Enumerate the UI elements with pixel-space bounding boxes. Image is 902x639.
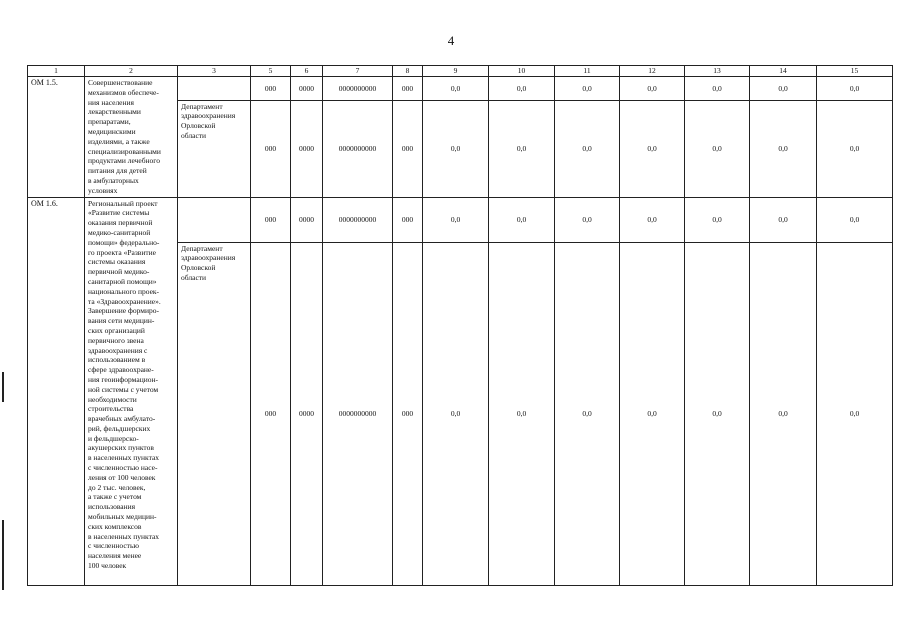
value-cell: 0000 bbox=[291, 242, 323, 585]
description-line: ния населения bbox=[88, 97, 134, 107]
value-cell: 000 bbox=[251, 100, 291, 197]
value-cell: 0,0 bbox=[555, 77, 620, 101]
description-line: медико-санитарной bbox=[88, 227, 151, 237]
executor-cell bbox=[178, 100, 251, 197]
header-cell: 12 bbox=[620, 66, 685, 77]
header-cell: 7 bbox=[323, 66, 393, 77]
executor-line: здравоохранения bbox=[181, 111, 236, 121]
description-line: питания для детей bbox=[88, 166, 147, 176]
value-cell: 0,0 bbox=[620, 242, 685, 585]
value-cell: 000 bbox=[393, 197, 423, 242]
description-line: и фельдшерско- bbox=[88, 433, 139, 443]
executor-line: области bbox=[181, 131, 207, 141]
table-row bbox=[28, 197, 893, 242]
description-line: первичной медико- bbox=[88, 267, 150, 277]
value-cell: 0,0 bbox=[750, 242, 817, 585]
header-cell: 5 bbox=[251, 66, 291, 77]
measure-description bbox=[85, 77, 178, 198]
description-line: санитарной помощи» bbox=[88, 276, 157, 286]
description-line: вания сети медицин- bbox=[88, 316, 155, 326]
value-cell: 000 bbox=[393, 242, 423, 585]
header-cell: 2 bbox=[85, 66, 178, 77]
value-cell: 0000 bbox=[291, 100, 323, 197]
value-cell: 0,0 bbox=[555, 242, 620, 585]
value-cell: 0,0 bbox=[685, 77, 750, 101]
description-line: Региональный проект bbox=[88, 198, 158, 208]
description-line: рий, фельдшерских bbox=[88, 423, 151, 433]
description-line: использования bbox=[88, 502, 136, 512]
description-line: мобильных медицин- bbox=[88, 512, 157, 522]
description-line: та «Здравоохранение». bbox=[88, 296, 161, 306]
description-line: специализированными bbox=[88, 146, 161, 156]
value-cell: 0,0 bbox=[555, 197, 620, 242]
executor-cell bbox=[178, 77, 251, 101]
measure-description bbox=[85, 197, 178, 585]
value-cell: 000 bbox=[251, 242, 291, 585]
description-line: оказания первичной bbox=[88, 218, 153, 228]
description-line: изделиями, а также bbox=[88, 136, 150, 146]
value-cell: 000 bbox=[393, 100, 423, 197]
executor-line: здравоохранения bbox=[181, 253, 236, 263]
description-line: в населенных пунктах bbox=[88, 453, 160, 463]
value-cell: 0,0 bbox=[489, 77, 555, 101]
header-cell: 3 bbox=[178, 66, 251, 77]
description-line: лекарственными bbox=[88, 107, 141, 117]
value-cell: 0,0 bbox=[685, 100, 750, 197]
description-line: с численностью bbox=[88, 541, 139, 551]
description-line: го проекта «Развитие bbox=[88, 247, 156, 257]
value-cell: 0,0 bbox=[489, 242, 555, 585]
description-line: первичного звена bbox=[88, 335, 144, 345]
description-line: необходимости bbox=[88, 394, 137, 404]
value-cell: 0000 bbox=[291, 77, 323, 101]
description-line: строительства bbox=[88, 404, 134, 414]
description-line: сфере здравоохране- bbox=[88, 365, 154, 375]
header-cell: 6 bbox=[291, 66, 323, 77]
description-line: в населенных пунктах bbox=[88, 531, 160, 541]
description-line: а также с учетом bbox=[88, 492, 142, 502]
value-cell: 0,0 bbox=[555, 100, 620, 197]
description-line: здравоохранения с bbox=[88, 345, 148, 355]
description-line: помощи» федерально- bbox=[88, 237, 160, 247]
description-line: ских организаций bbox=[88, 325, 145, 335]
value-cell: 0,0 bbox=[817, 197, 893, 242]
value-cell: 0,0 bbox=[489, 197, 555, 242]
description-line: с численностью насе- bbox=[88, 463, 158, 473]
budget-table bbox=[27, 65, 893, 586]
value-cell: 0,0 bbox=[685, 197, 750, 242]
value-cell: 0,0 bbox=[750, 100, 817, 197]
executor-line: Орловской bbox=[181, 121, 216, 131]
measure-code: ОМ 1.6. bbox=[28, 197, 85, 585]
value-cell: 0,0 bbox=[685, 242, 750, 585]
description-line: ния геоинформацион- bbox=[88, 374, 158, 384]
description-line: механизмов обеспече- bbox=[88, 87, 159, 97]
description-line: в амбулаторных bbox=[88, 175, 139, 185]
page-number: 4 bbox=[447, 33, 455, 48]
value-cell: 0000 bbox=[291, 197, 323, 242]
table-row bbox=[28, 77, 893, 101]
description-line: акушерских пунктов bbox=[88, 443, 154, 453]
value-cell: 0000000000 bbox=[323, 100, 393, 197]
value-cell: 0,0 bbox=[817, 242, 893, 585]
description-line: ских комплексов bbox=[88, 521, 142, 531]
description-line: врачебных амбулато- bbox=[88, 414, 156, 424]
header-cell: 9 bbox=[423, 66, 489, 77]
value-cell: 0,0 bbox=[423, 242, 489, 585]
description-line: препаратами, bbox=[88, 117, 131, 127]
description-line: ления от 100 человек bbox=[88, 472, 156, 482]
header-cell: 8 bbox=[393, 66, 423, 77]
header-cell: 10 bbox=[489, 66, 555, 77]
value-cell: 0,0 bbox=[750, 77, 817, 101]
executor-line: области bbox=[181, 272, 207, 282]
description-line: до 2 тыс. человек, bbox=[88, 482, 146, 492]
executor-line: Департамент bbox=[181, 101, 223, 111]
value-cell: 0000000000 bbox=[323, 77, 393, 101]
value-cell: 0,0 bbox=[423, 100, 489, 197]
description-line: «Развитие системы bbox=[88, 208, 150, 218]
header-cell: 13 bbox=[685, 66, 750, 77]
value-cell: 000 bbox=[393, 77, 423, 101]
measure-code: ОМ 1.5. bbox=[28, 77, 85, 198]
description-line: национального проек- bbox=[88, 286, 160, 296]
description-line: Совершенствование bbox=[88, 78, 153, 87]
description-line: медицинскими bbox=[88, 126, 136, 136]
value-cell: 0,0 bbox=[423, 197, 489, 242]
header-cell: 1 bbox=[28, 66, 85, 77]
header-row bbox=[28, 66, 893, 77]
value-cell: 0,0 bbox=[620, 197, 685, 242]
value-cell: 0,0 bbox=[423, 77, 489, 101]
description-line: Завершение формиро- bbox=[88, 306, 160, 316]
description-line: продуктами лечебного bbox=[88, 156, 160, 166]
description-line: условиях bbox=[88, 185, 118, 195]
value-cell: 0,0 bbox=[620, 77, 685, 101]
description-line: ной системы с учетом bbox=[88, 384, 159, 394]
executor-line: Департамент bbox=[181, 243, 223, 253]
description-line: населения менее bbox=[88, 551, 142, 561]
scan-edge-mark bbox=[2, 372, 4, 402]
description-line: использованием в bbox=[88, 355, 146, 365]
executor-cell bbox=[178, 197, 251, 242]
value-cell: 000 bbox=[251, 197, 291, 242]
header-cell: 14 bbox=[750, 66, 817, 77]
scan-edge-mark bbox=[2, 520, 4, 590]
value-cell: 0,0 bbox=[817, 100, 893, 197]
description-line: 100 человек bbox=[88, 561, 127, 571]
header-cell: 15 bbox=[817, 66, 893, 77]
value-cell: 0,0 bbox=[620, 100, 685, 197]
header-cell: 11 bbox=[555, 66, 620, 77]
executor-line: Орловской bbox=[181, 263, 216, 273]
value-cell: 000 bbox=[251, 77, 291, 101]
value-cell: 0,0 bbox=[817, 77, 893, 101]
value-cell: 0000000000 bbox=[323, 197, 393, 242]
executor-cell bbox=[178, 242, 251, 585]
description-line: системы оказания bbox=[88, 257, 146, 267]
value-cell: 0,0 bbox=[489, 100, 555, 197]
value-cell: 0000000000 bbox=[323, 242, 393, 585]
value-cell: 0,0 bbox=[750, 197, 817, 242]
